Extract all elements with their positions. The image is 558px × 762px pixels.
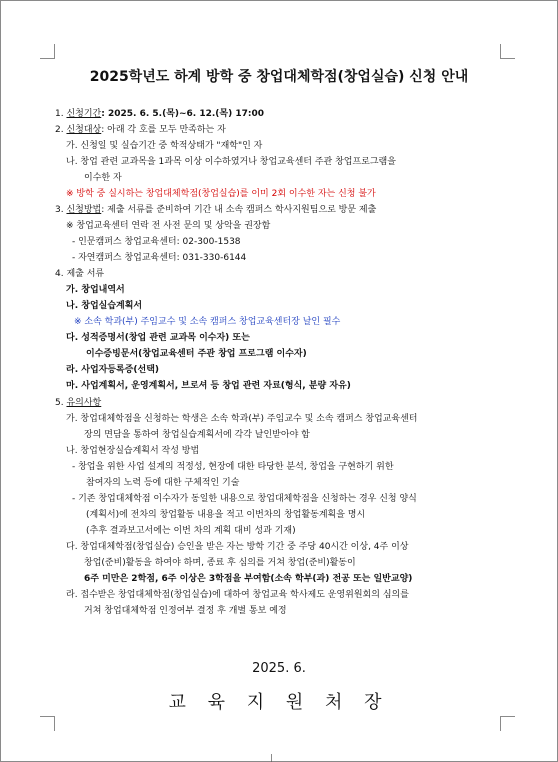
item-label: 신청기간 — [66, 109, 102, 119]
item-5d-line1: 라. 접수받은 창업대체학점(창업실습)에 대하여 창업교육 학사제도 운영위원회의 심의를 — [66, 590, 409, 600]
item-number: 2. — [55, 125, 64, 135]
contact-humanities: - 인문캠퍼스 창업교육센터: 02-300-1538 — [72, 237, 241, 247]
item-5c-line3: 6주 미만은 2학점, 6주 이상은 3학점을 부여함(소속 학부(과) 전공 또는 일반교양) — [84, 574, 413, 584]
item-5b2-line1: - 기존 창업대체학점 이수자가 동일한 내용으로 창업대체학점을 신청하는 경우 신청 양식 — [72, 494, 417, 504]
item-value: : 아래 각 호를 모두 만족하는 자 — [101, 125, 226, 135]
item-1 — [55, 108, 264, 120]
item-number: 3. — [55, 205, 64, 215]
item-4c-line2: 이수증빙문서(창업교육센터 주관 창업 프로그램 이수자) — [86, 349, 307, 359]
contact-natural: - 자연캠퍼스 창업교육센터: 031-330-6144 — [72, 253, 247, 263]
item-label: 제출 서류 — [66, 269, 105, 279]
document-date: 2025. 6. — [252, 661, 306, 676]
item-5b: 나. 창업현장실습계획서 작성 방법 — [66, 446, 200, 456]
item-2-warning: ※ 방학 중 실시하는 창업대체학점(창업실습)를 이미 2회 이수한 자는 신청 불가 — [66, 189, 376, 199]
item-5b2-line3: (추후 결과보고서에는 이번 차의 계획 대비 성과 기재) — [86, 526, 296, 536]
crop-mark-top-right — [500, 44, 515, 59]
item-5c-line2: 창업(준비)활동을 하여야 하며, 종료 후 심의를 거쳐 창업(준비)활동이 — [84, 558, 356, 568]
item-3 — [55, 204, 376, 216]
item-value: : 제출 서류를 준비하여 기간 내 소속 캠퍼스 학사지원팀으로 방문 제출 — [101, 205, 377, 215]
item-5a-line2: 장의 면담을 통하여 창업실습계획서에 각각 날인받아야 함 — [84, 430, 310, 440]
issuer-signature: 교 육 지 원 처 장 — [168, 692, 390, 713]
item-4 — [55, 268, 104, 280]
item-2a: 가. 신청일 및 실습기간 중 학적상태가 "재학"인 자 — [66, 141, 263, 151]
item-label: 신청대상 — [66, 125, 102, 135]
item-4d: 라. 사업자등록증(선택) — [66, 365, 160, 375]
page-mark: | — [270, 753, 273, 762]
crop-mark-bottom-left — [40, 716, 55, 731]
item-label: 신청방법 — [66, 205, 102, 215]
item-5a-line1: 가. 창업대체학점을 신청하는 학생은 소속 학과(부) 주임교수 및 소속 캠퍼스 창업교육센터 — [66, 414, 418, 424]
crop-mark-bottom-right — [500, 716, 515, 731]
item-5b2-line2: (계획서)에 전차의 창업활동 내용을 적고 이번차의 창업활동계획을 명시 — [86, 510, 366, 520]
item-4a: 가. 창업내역서 — [66, 285, 125, 295]
item-2 — [55, 124, 226, 136]
item-number: 5. — [55, 398, 64, 408]
item-number: 4. — [55, 269, 64, 279]
item-5c-line1: 다. 창업대체학점(창업실습) 승인을 받은 자는 방학 기간 중 주당 40시간 이상, 4주 이상 — [66, 542, 409, 552]
item-value: : 2025. 6. 5.(목)~6. 12.(목) 17:00 — [101, 109, 265, 119]
item-5b1-line2: 참여자의 노력 등에 대한 구체적인 기술 — [86, 478, 240, 488]
item-4b-note: ※ 소속 학과(부) 주임교수 및 소속 캠퍼스 창업교육센터장 날인 필수 — [74, 317, 341, 327]
item-5 — [55, 397, 101, 409]
item-2b-line1: 나. 창업 관련 교과목을 1과목 이상 이수하였거나 창업교육센터 주관 창업프로그램을 — [66, 157, 396, 167]
item-label: 유의사항 — [66, 398, 102, 408]
item-4b: 나. 창업실습계획서 — [66, 301, 143, 311]
item-2b-line2: 이수한 자 — [84, 173, 122, 183]
document-title: 2025학년도 하계 방학 중 창업대체학점(창업실습) 신청 안내 — [89, 69, 469, 85]
item-4e: 마. 사업계획서, 운영계획서, 브로셔 등 창업 관련 자료(형식, 분량 자유) — [66, 381, 351, 391]
item-4c-line1: 다. 성적증명서(창업 관련 교과목 이수자) 또는 — [66, 333, 250, 343]
item-5d-line2: 거쳐 창업대체학점 인정여부 결정 후 개별 통보 예정 — [84, 606, 287, 616]
crop-mark-top-left — [40, 44, 55, 59]
item-number: 1. — [55, 109, 64, 119]
item-5b1-line1: - 창업을 위한 사업 설계의 적정성, 현장에 대한 타당한 분석, 창업을 구현하기 위한 — [72, 462, 394, 472]
item-3-note: ※ 창업교육센터 연락 전 사전 문의 및 상악을 권장함 — [66, 221, 271, 231]
